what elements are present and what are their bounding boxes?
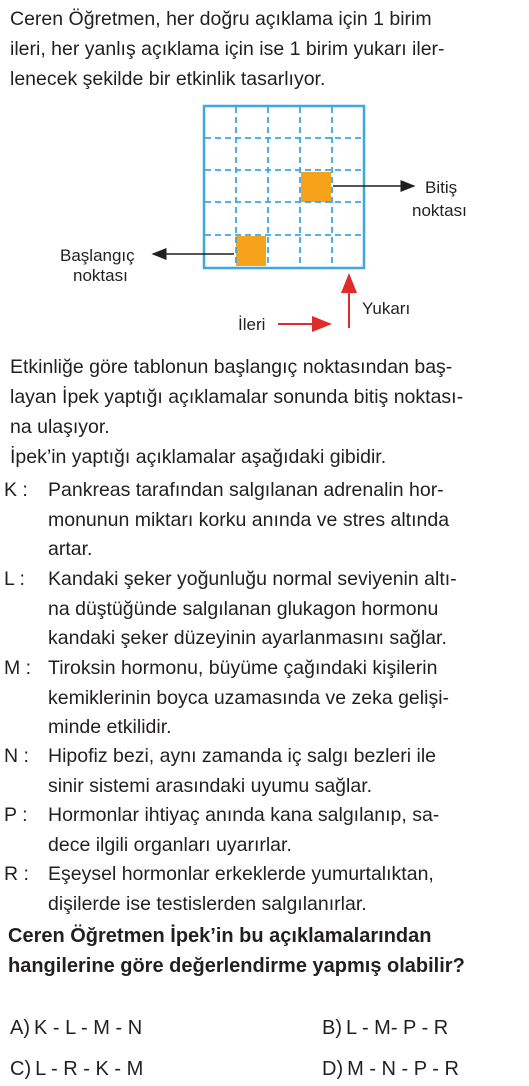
statement-line: artar. bbox=[48, 538, 93, 560]
up-label: Yukarı bbox=[362, 299, 411, 318]
statement-line: Tiroksin hormonu, büyüme çağındaki kişilerin bbox=[48, 657, 438, 679]
paragraph-line: layan İpek yaptığı açıklamalar sonunda bitiş noktası- bbox=[10, 386, 464, 408]
question-text bbox=[8, 921, 526, 981]
statement-line: kandaki şeker düzeyinin ayarlanmasını sağlar. bbox=[48, 627, 447, 649]
option-d[interactable] bbox=[322, 1056, 459, 1082]
start-cell bbox=[236, 236, 266, 266]
description-paragraph bbox=[10, 352, 524, 442]
option-b[interactable] bbox=[322, 1015, 448, 1041]
statement-key: L : bbox=[4, 568, 25, 590]
grid-figure bbox=[0, 100, 529, 340]
intro-line: lenecek şekilde bir etkinlik tasarlıyor. bbox=[10, 68, 326, 90]
statement-line: Kandaki şeker yoğunluğu normal seviyenin altı- bbox=[48, 568, 457, 590]
statement-line: minde etkilidir. bbox=[48, 716, 172, 738]
paragraph-line: İpek’in yaptığı açıklamalar aşağıdaki gibidir. bbox=[10, 446, 387, 468]
statement-key: M : bbox=[4, 657, 32, 679]
start-label: noktası bbox=[73, 266, 128, 285]
statement-line: dece ilgili organları uyarırlar. bbox=[48, 833, 292, 856]
option-text: L - M- P - R bbox=[346, 1017, 449, 1039]
statement-line: na düştüğünde salgılanan glukagon hormonu bbox=[48, 597, 439, 620]
statement-line: sinir sistemi arasındaki uyumu sağlar. bbox=[48, 774, 373, 797]
statement-key: P : bbox=[4, 804, 28, 826]
option-letter: D) bbox=[322, 1058, 344, 1080]
finish-label: noktası bbox=[412, 201, 467, 220]
option-a[interactable] bbox=[10, 1015, 142, 1041]
forward-label: İleri bbox=[238, 315, 266, 334]
grid-border bbox=[204, 106, 364, 268]
statement-key: N : bbox=[4, 745, 29, 767]
option-text: L - R - K - M bbox=[35, 1058, 144, 1080]
option-letter: C) bbox=[10, 1058, 32, 1080]
paragraph-line: na ulaşıyor. bbox=[10, 416, 110, 438]
statement-key: K : bbox=[4, 479, 28, 501]
question-line: hangilerine göre değerlendirme yapmış olabilir? bbox=[8, 955, 465, 977]
statement-line: Pankreas tarafından salgılanan adrenalin hor- bbox=[48, 479, 444, 501]
grid-lines bbox=[205, 107, 363, 267]
statement-key: R : bbox=[4, 863, 29, 885]
paragraph-line: Etkinliğe göre tablonun başlangıç noktasından baş- bbox=[10, 356, 453, 378]
finish-label: Bitiş bbox=[425, 178, 458, 197]
intro-paragraph bbox=[10, 4, 522, 94]
statement-line: Eşeysel hormonlar erkeklerde yumurtalıktan, bbox=[48, 863, 434, 885]
question-line: Ceren Öğretmen İpek’in bu açıklamalarından bbox=[8, 925, 432, 947]
option-letter: B) bbox=[322, 1017, 342, 1039]
statements-intro bbox=[10, 442, 524, 472]
statement-line: Hormonlar ihtiyaç anında kana salgılanıp, sa- bbox=[48, 804, 440, 826]
statement-line: kemiklerinin boyca uzamasında ve zeka gelişi- bbox=[48, 686, 450, 709]
intro-line: ileri, her yanlış açıklama için ise 1 birim yukarı iler- bbox=[10, 38, 445, 60]
statement-line: Hipofiz bezi, aynı zamanda iç salgı bezleri ile bbox=[48, 745, 437, 767]
option-letter: A) bbox=[10, 1017, 30, 1039]
start-label: Başlangıç bbox=[60, 246, 135, 265]
intro-line: Ceren Öğretmen, her doğru açıklama için 1 birim bbox=[10, 8, 432, 30]
option-text: K - L - M - N bbox=[34, 1017, 143, 1039]
option-c[interactable] bbox=[10, 1056, 143, 1082]
finish-cell bbox=[301, 172, 331, 202]
statement-line: monunun miktarı korku anında ve stres altında bbox=[48, 508, 450, 531]
statement-line: dişilerde ise testislerden salgılanırlar. bbox=[48, 892, 367, 915]
option-text: M - N - P - R bbox=[347, 1058, 459, 1080]
